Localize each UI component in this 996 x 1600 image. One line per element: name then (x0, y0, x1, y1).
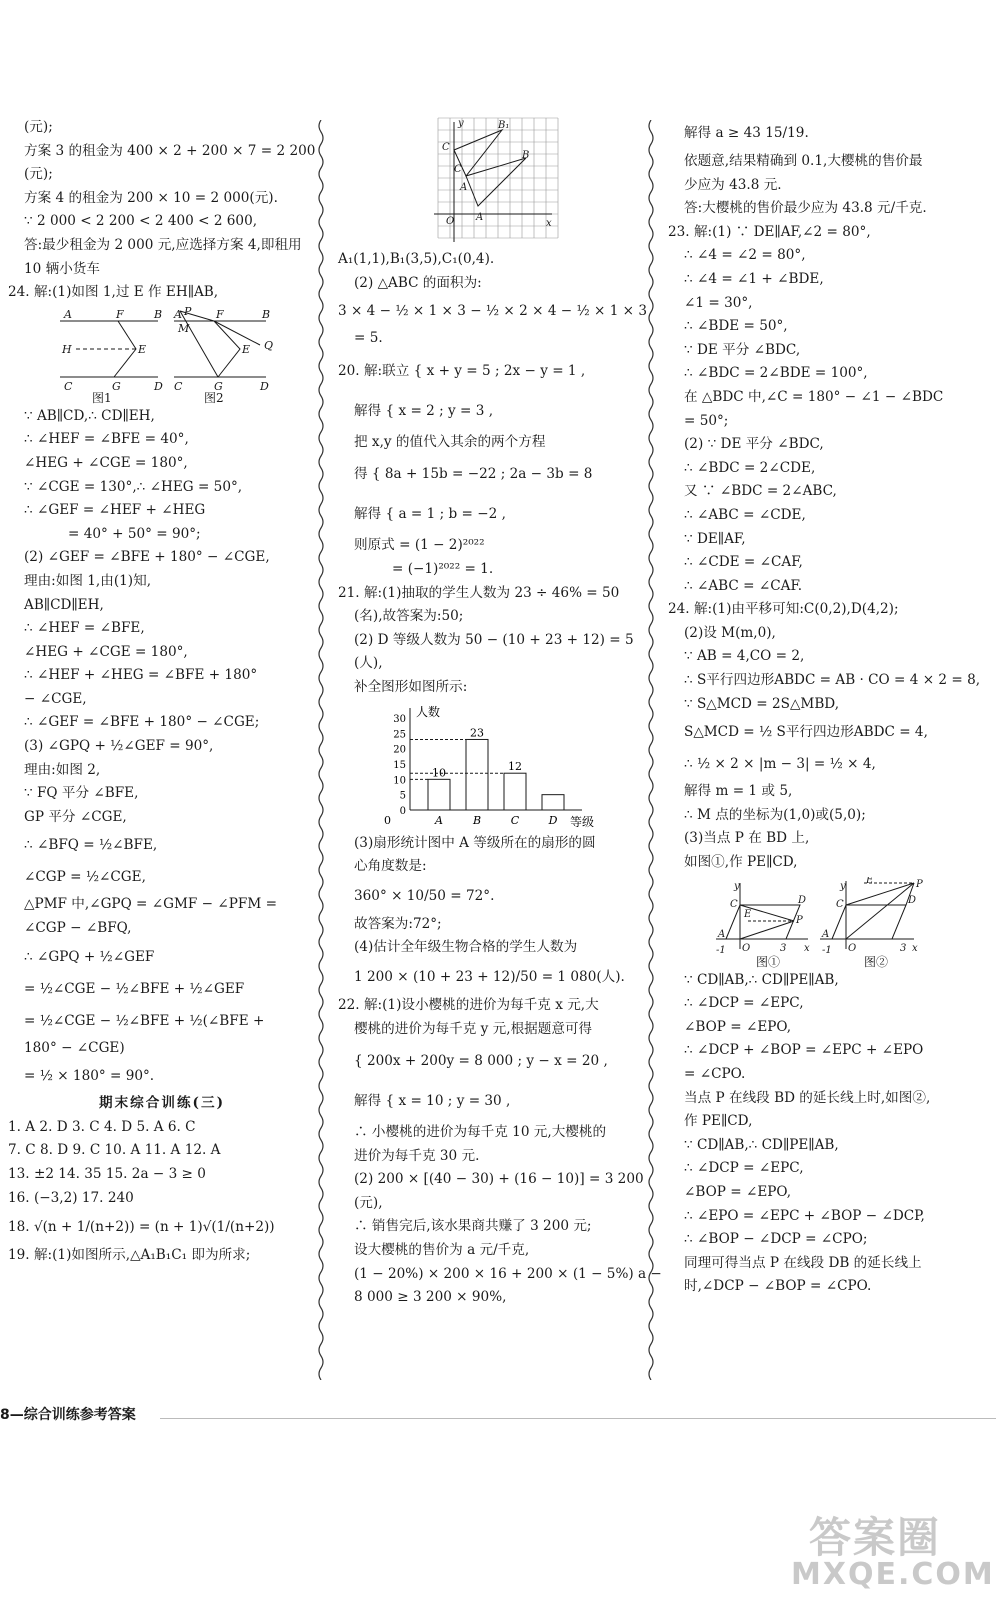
svg-text:C: C (454, 164, 462, 175)
text-line: (2) ∠GEF = ∠BFE + 180° − ∠CGE, (24, 549, 270, 566)
text-line: ∴ ∠BFQ = ½∠BFE, (24, 837, 158, 854)
text-line: ∴ ∠DCP = ∠EPC, (684, 1160, 804, 1177)
text-line: 360° × 10/50 = 72°. (354, 887, 495, 904)
text-line: (3)当点 P 在 BD 上, (684, 830, 810, 847)
text-line: = 5. (354, 330, 383, 347)
answer-line: 1. A 2. D 3. C 4. D 5. A 6. C (8, 1118, 196, 1135)
text-line: (名),故答案为:50; (354, 608, 464, 625)
text-line: 8 000 ≥ 3 200 × 90%, (354, 1289, 507, 1306)
text-line: ∴ ∠HEF = ∠BFE = 40°, (24, 431, 189, 448)
text-line: 1 200 × (10 + 23 + 12)/50 = 1 080(人). (354, 968, 625, 985)
text-line: ∠HEG + ∠CGE = 180°, (24, 643, 188, 660)
text-line: 作 PE∥CD, (684, 1113, 753, 1130)
x-axis-label: 等级 (570, 814, 595, 829)
text-line: 方案 4 的租金为 200 × 10 = 2 000(元). (24, 189, 278, 206)
text-line: = 40° + 50° = 90°; (68, 525, 201, 542)
text-line: 解得 m = 1 或 5, (684, 783, 793, 800)
text-line: 得 { 8a + 15b = −22 ; 2a − 3b = 8 (354, 466, 593, 483)
text-line: (2) ∵ DE 平分 ∠BDC, (684, 436, 824, 453)
y-tick-label: 0 (399, 805, 406, 817)
svg-text:P: P (916, 878, 923, 890)
text-line: ∴ ∠ABC = ∠CDE, (684, 506, 806, 523)
text-line: (2) 200 × [(40 − 30) + (16 − 10)] = 3 200 (354, 1171, 644, 1188)
svg-text:A: A (460, 182, 468, 193)
text-line: ∠BOP = ∠EPO, (684, 1183, 792, 1200)
bar (542, 794, 564, 809)
text-line: 心角度数是: (354, 858, 427, 875)
svg-text:D: D (908, 894, 917, 906)
text-line: 解得 { x = 2 ; y = 3 , (354, 402, 494, 419)
svg-text:Q: Q (264, 338, 274, 352)
svg-text:C: C (730, 898, 738, 910)
bar (428, 779, 450, 810)
text-line: ∴ ∠BDC = 2∠CDE, (684, 459, 816, 476)
footer-rule (160, 1418, 996, 1419)
section-title: 期末综合训练(三) (98, 1095, 226, 1112)
text-line: ∴ ∠GEF = ∠HEF + ∠HEG (24, 502, 206, 519)
svg-text:D: D (260, 379, 269, 393)
svg-text:D: D (798, 894, 807, 906)
x-tick-label: D (548, 813, 558, 827)
text-line: ∴ ∠CDE = ∠CAF, (684, 554, 803, 571)
svg-text:x: x (912, 942, 918, 954)
text-line: 解得 { x = 10 ; y = 30 , (354, 1093, 511, 1110)
text-line: 补全图形如图所示: (354, 678, 468, 695)
page-number: 8 (0, 1407, 10, 1423)
svg-text:x: x (804, 942, 810, 954)
text-line: (元), (354, 1194, 383, 1211)
svg-text:A: A (64, 307, 72, 321)
data-label: 23 (470, 725, 484, 739)
svg-text:O: O (742, 942, 751, 954)
text-line: 在 △BDC 中,∠C = 180° − ∠1 − ∠BDC (684, 388, 944, 405)
svg-text:y: y (840, 880, 846, 892)
text-line: ∴ ∠GPQ + ½∠GEF (24, 948, 155, 965)
text-line: ∵ DE∥AF, (684, 530, 746, 547)
y-tick-label: 15 (393, 759, 406, 771)
figure-translation-diagrams (668, 877, 968, 959)
x-tick-label: C (510, 813, 520, 827)
text-line: 180° − ∠CGE) (24, 1039, 125, 1056)
text-line: (2) D 等级人数为 50 − (10 + 23 + 12) = 5 (354, 631, 634, 648)
column-left (8, 116, 316, 1268)
svg-text:3: 3 (780, 942, 787, 954)
bar (466, 739, 488, 810)
svg-text:B: B (154, 307, 163, 321)
text-line: ∴ ∠BOP − ∠DCP = ∠CPO; (684, 1231, 868, 1248)
svg-text:C: C (442, 142, 450, 153)
text-line: = 50°; (684, 412, 729, 429)
text-line: ∴ ∠4 = ∠1 + ∠BDE, (684, 270, 824, 287)
svg-text:M: M (178, 321, 190, 335)
text-line: 理由:如图 2, (24, 761, 101, 778)
text-line: A₁(1,1),B₁(3,5),C₁(0,4). (338, 251, 495, 267)
answer-line: 16. (−3,2) 17. 240 (8, 1189, 134, 1206)
figure-parallel-lines (8, 307, 308, 403)
svg-text:E: E (242, 342, 251, 356)
column-divider-right (646, 120, 656, 1380)
problem-21-heading: 21. 解:(1)抽取的学生人数为 23 ÷ 46% = 50 (338, 584, 620, 601)
text-line: ∵ 2 000 < 2 200 < 2 400 < 2 600, (24, 213, 258, 230)
svg-text:P: P (796, 914, 803, 926)
text-line: ∴ M 点的坐标为(1,0)或(5,0); (684, 806, 866, 823)
svg-text:C: C (174, 379, 183, 393)
text-line: ∴ ∠HEF = ∠BFE, (24, 620, 145, 637)
svg-text:G: G (214, 379, 223, 393)
problem-22-heading: 22. 解:(1)设小樱桃的进价为每千克 x 元,大 (338, 996, 599, 1013)
figure-2-caption: 图② (864, 954, 889, 969)
column-divider-left (316, 120, 326, 1380)
text-line: ∴ ∠BDE = 50°, (684, 318, 788, 335)
problem-20-heading: 20. 解:联立 { x + y = 5 ; 2x − y = 1 , (338, 362, 586, 379)
page-footer (0, 1404, 136, 1424)
svg-text:F: F (116, 307, 124, 321)
svg-text:G: G (112, 379, 121, 393)
text-line: 进价为每千克 30 元. (354, 1147, 480, 1164)
x-tick-label: B (472, 813, 482, 827)
svg-text:A: A (822, 928, 830, 940)
figure-coordinate-grid (338, 114, 638, 246)
text-line: ∴ ∠DCP + ∠BOP = ∠EPC + ∠EPO (684, 1042, 924, 1059)
text-line: 当点 P 在线段 BD 的延长线上时,如图②, (684, 1089, 931, 1106)
text-line: (3)扇形统计图中 A 等级所在的扇形的圆 (354, 834, 596, 851)
answer-line: 19. 解:(1)如图所示,△A₁B₁C₁ 即为所求; (8, 1247, 251, 1264)
text-line: = ½ × 180° = 90°. (24, 1068, 155, 1085)
text-line: 故答案为:72°; (354, 915, 442, 932)
svg-text:A: A (718, 928, 726, 940)
svg-text:x: x (546, 218, 552, 229)
data-label: 12 (508, 759, 522, 773)
y-tick-label: 25 (393, 728, 406, 740)
footer-title: 综合训练参考答案 (23, 1407, 136, 1423)
text-line: (1 − 20%) × 200 × 16 + 200 × (1 − 5%) a − (354, 1265, 662, 1282)
svg-text:P: P (184, 306, 192, 318)
watermark-text: 答案圈 (809, 1513, 942, 1562)
text-line: (2) △ABC 的面积为: (354, 274, 482, 291)
text-line: 理由:如图 1,由(1)知, (24, 572, 152, 589)
text-line: (人), (354, 655, 383, 672)
text-line: 3 × 4 − ½ × 1 × 3 − ½ × 2 × 4 − ½ × 1 × 3 (338, 303, 648, 320)
text-line: ∴ 销售完后,该水果商共赚了 3 200 元; (354, 1218, 592, 1235)
text-line: ∵ CD∥AB,∴ CD∥PE∥AB, (684, 971, 839, 988)
text-line: ∴ ∠4 = ∠2 = 80°, (684, 247, 806, 264)
footer-dash: — (9, 1407, 24, 1423)
figure-2-caption: 图2 (204, 390, 224, 405)
svg-text:C: C (836, 898, 844, 910)
svg-text:C: C (64, 379, 73, 393)
y-tick-label: 5 (399, 790, 406, 802)
svg-text:E: E (138, 342, 147, 356)
text-line: 时,∠DCP − ∠BOP = ∠CPO. (684, 1278, 872, 1295)
text-line: △PMF 中,∠GPQ = ∠GMF − ∠PFM = (24, 896, 277, 913)
problem-24-heading: 24. 解:(1)如图 1,过 E 作 EH∥AB, (8, 284, 219, 301)
text-line: ∴ S平行四边形ABDC = AB · CO = 4 × 2 = 8, (684, 672, 981, 689)
text-line: = ½∠CGE − ½∠BFE + ½∠GEF (24, 980, 245, 997)
column-middle (338, 116, 662, 1310)
text-line: 答:大樱桃的售价最少应为 43.8 元/千克. (684, 200, 927, 217)
text-line: (3) ∠GPQ + ½∠GEF = 90°, (24, 738, 214, 755)
text-line: (元); (24, 166, 53, 183)
svg-text:-1: -1 (822, 944, 832, 956)
svg-text:E: E (866, 876, 874, 886)
answer-line: 13. ±2 14. 35 15. 2a − 3 ≥ 0 (8, 1166, 206, 1182)
text-line: = ∠CPO. (684, 1066, 746, 1082)
svg-text:3: 3 (900, 942, 907, 954)
svg-text:O: O (446, 216, 455, 227)
answer-line: 7. C 8. D 9. C 10. A 11. A 12. A (8, 1142, 221, 1159)
text-line: ∴ ∠EPO = ∠EPC + ∠BOP − ∠DCP, (684, 1207, 925, 1224)
text-line: ∴ ∠BDC = 2∠BDE = 100°, (684, 365, 868, 382)
text-line: ∠CGP = ½∠CGE, (24, 869, 146, 886)
bar (504, 773, 526, 810)
problem-24-heading: 24. 解:(1)由平移可知:C(0,2),D(4,2); (668, 601, 899, 618)
watermark-url: MXQE.COM (791, 1557, 995, 1592)
text-line: ∠BOP = ∠EPO, (684, 1018, 792, 1035)
text-line: ∴ ½ × 2 × |m − 3| = ½ × 4, (684, 756, 876, 773)
text-line: ∴ ∠DCP = ∠EPC, (684, 995, 804, 1012)
y-tick-label: 10 (393, 774, 406, 786)
svg-text:y: y (734, 880, 740, 892)
text-line: 解得 a ≥ 43 15/19. (684, 125, 809, 141)
text-line: ∵ CD∥AB,∴ CD∥PE∥AB, (684, 1136, 839, 1153)
watermark-logo (785, 1505, 995, 1595)
text-line: 樱桃的进价为每千克 y 元,根据题意可得 (354, 1020, 593, 1037)
text-line: ∠HEG + ∠CGE = 180°, (24, 454, 188, 471)
text-line: { 200x + 200y = 8 000 ; y − x = 20 , (354, 1053, 608, 1070)
text-line: ∠CGP − ∠BFQ, (24, 920, 132, 937)
text-line: (元); (24, 119, 53, 135)
text-line: 10 辆小货车 (24, 260, 100, 277)
svg-text:E: E (744, 908, 752, 920)
text-line: ∴ ∠GEF = ∠BFE + 180° − ∠CGE; (24, 714, 260, 731)
text-line: 设大樱桃的售价为 a 元/千克, (354, 1242, 530, 1259)
svg-text:A: A (476, 212, 484, 223)
text-line: 又 ∵ ∠BDC = 2∠ABC, (684, 483, 837, 500)
text-line: ∵ S△MCD = 2S△MBD, (684, 695, 840, 712)
figure-1-caption: 图① (756, 954, 781, 969)
text-line: 则原式 = (1 − 2)²⁰²² (354, 537, 485, 554)
column-right (668, 116, 986, 1299)
svg-text:-1: -1 (716, 944, 726, 956)
answer-line: 18. √(n + 1/(n+2)) = (n + 1)√(1/(n+2)) (8, 1219, 275, 1236)
text-line: 答:最少租金为 2 000 元,应选择方案 4,即租用 (24, 236, 302, 253)
x-tick-label: A (435, 813, 443, 827)
origin-label: 0 (384, 813, 391, 827)
figure-1-caption: 图1 (92, 390, 112, 405)
text-line: 如图①,作 PE∥CD, (684, 854, 798, 871)
svg-text:A: A (174, 307, 182, 321)
text-line: ∵ ∠CGE = 130°,∴ ∠HEG = 50°, (24, 478, 243, 495)
problem-23-heading: 23. 解:(1) ∵ DE∥AF,∠2 = 80°, (668, 223, 871, 240)
text-line: (4)估计全年级生物合格的学生人数为 (354, 939, 578, 956)
text-line: ∵ AB = 4,CO = 2, (684, 648, 805, 665)
text-line: ∠1 = 30°, (684, 294, 753, 311)
text-line: ∵ FQ 平分 ∠BFE, (24, 785, 139, 802)
text-line: AB∥CD∥EH, (24, 596, 104, 613)
y-tick-label: 20 (393, 744, 406, 756)
text-line: (2)设 M(m,0), (684, 624, 776, 641)
text-line: = (−1)²⁰²² = 1. (392, 560, 494, 577)
text-line: 同理可得当点 P 在线段 DB 的延长线上 (684, 1254, 922, 1271)
text-line: = ½∠CGE − ½∠BFE + ½(∠BFE + (24, 1012, 265, 1029)
text-line: S△MCD = ½ S平行四边形ABDC = 4, (684, 724, 928, 741)
y-axis-label: 人数 (416, 704, 441, 719)
text-line: GP 平分 ∠CGE, (24, 808, 127, 825)
svg-text:F: F (216, 307, 224, 321)
data-label: 10 (432, 765, 446, 779)
svg-text:H: H (62, 342, 72, 356)
text-line: ∴ ∠ABC = ∠CAF. (684, 577, 803, 594)
text-line: 少应为 43.8 元. (684, 176, 782, 193)
text-line: − ∠CGE, (24, 690, 87, 707)
text-line: 方案 3 的租金为 400 × 2 + 200 × 7 = 2 200 (24, 142, 316, 159)
text-line: ∵ DE 平分 ∠BDC, (684, 341, 801, 358)
y-tick-label: 30 (393, 713, 406, 725)
bar-chart (338, 702, 638, 830)
text-line: ∴ 小樱桃的进价为每千克 10 元,大樱桃的 (354, 1124, 607, 1141)
text-line: 依题意,结果精确到 0.1,大樱桃的售价最 (684, 153, 923, 169)
svg-text:D: D (154, 379, 163, 393)
text-line: 解得 { a = 1 ; b = −2 , (354, 506, 506, 523)
svg-text:B₁: B₁ (498, 120, 510, 131)
svg-text:B: B (522, 150, 530, 161)
text-line: ∵ AB∥CD,∴ CD∥EH, (24, 407, 155, 424)
svg-text:y: y (458, 118, 464, 129)
text-line: ∴ ∠HEF + ∠HEG = ∠BFE + 180° (24, 667, 258, 684)
svg-text:B: B (262, 307, 271, 321)
svg-text:O: O (848, 942, 857, 954)
text-line: 把 x,y 的值代入其余的两个方程 (354, 433, 546, 450)
